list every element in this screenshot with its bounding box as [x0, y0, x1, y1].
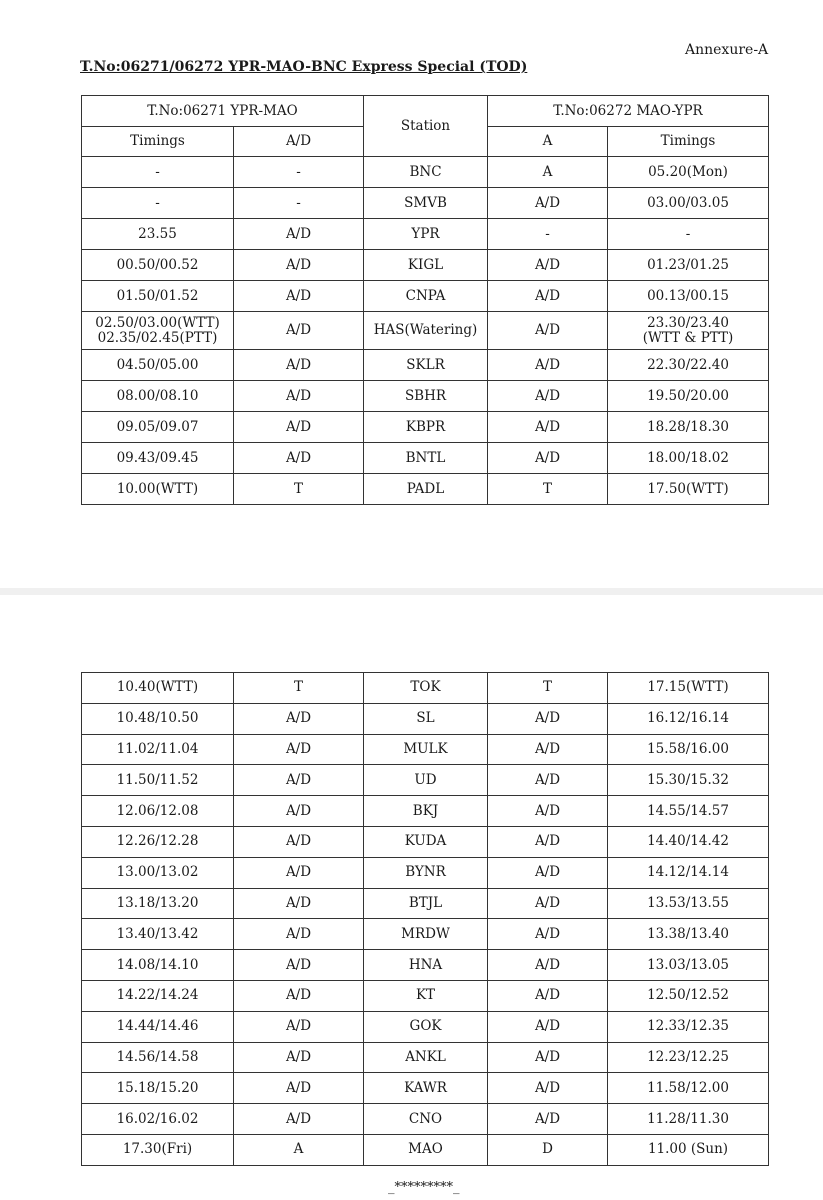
station-cell: SL — [364, 703, 488, 734]
down-ad-cell: A/D — [488, 443, 608, 474]
table-row — [82, 443, 769, 474]
down-timing-cell: 15.58/16.00 — [608, 734, 769, 765]
left-train-header: T.No:06271 YPR-MAO — [82, 96, 364, 127]
down-ad-cell: A/D — [488, 412, 608, 443]
down-ad-cell: T — [488, 673, 608, 704]
down-timing-cell: 13.53/13.55 — [608, 888, 769, 919]
station-cell: BTJL — [364, 888, 488, 919]
down-timing-cell: 17.15(WTT) — [608, 673, 769, 704]
table-row — [82, 826, 769, 857]
station-cell: HAS(Watering) — [364, 312, 488, 350]
down-timing-cell: 13.38/13.40 — [608, 919, 769, 950]
up-ad-cell: A/D — [234, 796, 364, 827]
up-timing-cell: 10.40(WTT) — [82, 673, 234, 704]
down-timing-cell: 01.23/01.25 — [608, 250, 769, 281]
up-timing-cell: 14.56/14.58 — [82, 1042, 234, 1073]
right-a-header: A — [488, 127, 608, 157]
table-row — [82, 474, 769, 505]
table-row — [82, 919, 769, 950]
table-row — [82, 381, 769, 412]
table-row — [82, 1134, 769, 1165]
down-timing-cell: 18.28/18.30 — [608, 412, 769, 443]
down-ad-cell: A/D — [488, 281, 608, 312]
down-timing-cell: 18.00/18.02 — [608, 443, 769, 474]
station-cell: PADL — [364, 474, 488, 505]
down-ad-cell: D — [488, 1134, 608, 1165]
up-ad-cell: T — [234, 474, 364, 505]
down-timing-cell: 15.30/15.32 — [608, 765, 769, 796]
up-timing-cell: 04.50/05.00 — [82, 350, 234, 381]
down-timing-cell: 11.28/11.30 — [608, 1104, 769, 1135]
up-ad-cell: A/D — [234, 312, 364, 350]
up-ad-cell: A — [234, 1134, 364, 1165]
down-timing-cell: 17.50(WTT) — [608, 474, 769, 505]
up-timing-cell: 13.40/13.42 — [82, 919, 234, 950]
table-row — [82, 188, 769, 219]
down-ad-cell: A/D — [488, 188, 608, 219]
station-cell: KAWR — [364, 1073, 488, 1104]
footer-mark: _*********_ — [388, 1180, 460, 1195]
right-train-header: T.No:06272 MAO-YPR — [488, 96, 769, 127]
up-timing-cell: 10.00(WTT) — [82, 474, 234, 505]
page-divider — [0, 588, 823, 595]
station-cell: HNA — [364, 950, 488, 981]
down-timing-cell: 11.58/12.00 — [608, 1073, 769, 1104]
down-timing-cell: 19.50/20.00 — [608, 381, 769, 412]
table-row — [82, 1104, 769, 1135]
left-ad-header: A/D — [234, 127, 364, 157]
up-timing-cell: 16.02/16.02 — [82, 1104, 234, 1135]
up-ad-cell: A/D — [234, 765, 364, 796]
timetable-page-2 — [81, 672, 769, 1166]
up-timing-cell: 13.00/13.02 — [82, 857, 234, 888]
table-row — [82, 219, 769, 250]
down-ad-cell: A/D — [488, 250, 608, 281]
table-row — [82, 796, 769, 827]
station-cell: KUDA — [364, 826, 488, 857]
down-timing-cell: 22.30/22.40 — [608, 350, 769, 381]
down-ad-cell: A — [488, 157, 608, 188]
down-ad-cell: A/D — [488, 734, 608, 765]
down-ad-cell: A/D — [488, 765, 608, 796]
down-ad-cell: A/D — [488, 703, 608, 734]
up-timing-cell: 01.50/01.52 — [82, 281, 234, 312]
up-timing-cell: - — [82, 157, 234, 188]
down-ad-cell: A/D — [488, 857, 608, 888]
up-ad-cell: A/D — [234, 919, 364, 950]
station-cell: CNO — [364, 1104, 488, 1135]
down-ad-cell: A/D — [488, 381, 608, 412]
down-ad-cell: T — [488, 474, 608, 505]
table-row — [82, 312, 769, 350]
table-row — [82, 250, 769, 281]
station-cell: KT — [364, 980, 488, 1011]
down-timing-cell: 05.20(Mon) — [608, 157, 769, 188]
up-timing-cell: 08.00/08.10 — [82, 381, 234, 412]
table-row — [82, 157, 769, 188]
up-ad-cell: A/D — [234, 857, 364, 888]
up-timing-cell: 12.26/12.28 — [82, 826, 234, 857]
table-row — [82, 765, 769, 796]
station-cell: BKJ — [364, 796, 488, 827]
table-row — [82, 703, 769, 734]
down-ad-cell: A/D — [488, 1104, 608, 1135]
up-timing-cell: 12.06/12.08 — [82, 796, 234, 827]
up-timing-cell: 11.50/11.52 — [82, 765, 234, 796]
up-timing-cell: 09.05/09.07 — [82, 412, 234, 443]
down-ad-cell: - — [488, 219, 608, 250]
table-row — [82, 1073, 769, 1104]
down-timing-cell: 14.12/14.14 — [608, 857, 769, 888]
up-ad-cell: A/D — [234, 826, 364, 857]
down-ad-cell: A/D — [488, 826, 608, 857]
down-timing-cell: 12.50/12.52 — [608, 980, 769, 1011]
document-title: T.No:06271/06272 YPR-MAO-BNC Express Special (TOD) — [80, 59, 528, 75]
station-cell: YPR — [364, 219, 488, 250]
up-ad-cell: A/D — [234, 950, 364, 981]
station-cell: MRDW — [364, 919, 488, 950]
table-row — [82, 888, 769, 919]
station-cell: KIGL — [364, 250, 488, 281]
up-timing-cell: 23.55 — [82, 219, 234, 250]
station-cell: BYNR — [364, 857, 488, 888]
table-row — [82, 980, 769, 1011]
station-header: Station — [364, 96, 488, 157]
up-ad-cell: A/D — [234, 734, 364, 765]
up-ad-cell: A/D — [234, 412, 364, 443]
table-row — [82, 281, 769, 312]
up-ad-cell: A/D — [234, 703, 364, 734]
table-row — [82, 950, 769, 981]
table-row — [82, 1011, 769, 1042]
up-timing-cell: 14.08/14.10 — [82, 950, 234, 981]
up-timing-cell: 02.50/03.00(WTT) 02.35/02.45(PTT) — [82, 312, 234, 350]
up-timing-cell: 09.43/09.45 — [82, 443, 234, 474]
down-ad-cell: A/D — [488, 1042, 608, 1073]
down-timing-cell: 16.12/16.14 — [608, 703, 769, 734]
station-cell: TOK — [364, 673, 488, 704]
down-timing-cell: 23.30/23.40 (WTT & PTT) — [608, 312, 769, 350]
up-ad-cell: A/D — [234, 381, 364, 412]
down-timing-cell: 03.00/03.05 — [608, 188, 769, 219]
up-ad-cell: - — [234, 157, 364, 188]
up-ad-cell: A/D — [234, 888, 364, 919]
station-cell: GOK — [364, 1011, 488, 1042]
up-ad-cell: T — [234, 673, 364, 704]
down-timing-cell: 11.00 (Sun) — [608, 1134, 769, 1165]
down-ad-cell: A/D — [488, 1073, 608, 1104]
up-ad-cell: A/D — [234, 1073, 364, 1104]
up-ad-cell: A/D — [234, 219, 364, 250]
up-ad-cell: A/D — [234, 350, 364, 381]
up-ad-cell: A/D — [234, 980, 364, 1011]
down-timing-cell: 14.40/14.42 — [608, 826, 769, 857]
down-timing-cell: 12.23/12.25 — [608, 1042, 769, 1073]
station-cell: UD — [364, 765, 488, 796]
up-timing-cell: 17.30(Fri) — [82, 1134, 234, 1165]
station-cell: SKLR — [364, 350, 488, 381]
station-cell: MAO — [364, 1134, 488, 1165]
down-timing-cell: 13.03/13.05 — [608, 950, 769, 981]
up-ad-cell: A/D — [234, 1104, 364, 1135]
down-ad-cell: A/D — [488, 312, 608, 350]
table-row — [82, 673, 769, 704]
down-timing-cell: 12.33/12.35 — [608, 1011, 769, 1042]
down-ad-cell: A/D — [488, 1011, 608, 1042]
table-row — [82, 734, 769, 765]
down-timing-cell: 00.13/00.15 — [608, 281, 769, 312]
annexure-label: Annexure-A — [685, 42, 769, 58]
up-timing-cell: 14.22/14.24 — [82, 980, 234, 1011]
left-timings-header: Timings — [82, 127, 234, 157]
right-timings-header: Timings — [608, 127, 769, 157]
station-cell: CNPA — [364, 281, 488, 312]
station-cell: SMVB — [364, 188, 488, 219]
up-timing-cell: 14.44/14.46 — [82, 1011, 234, 1042]
down-ad-cell: A/D — [488, 980, 608, 1011]
timetable-page-1 — [81, 95, 769, 505]
down-ad-cell: A/D — [488, 350, 608, 381]
up-timing-cell: - — [82, 188, 234, 219]
up-ad-cell: A/D — [234, 281, 364, 312]
table-row — [82, 350, 769, 381]
station-cell: KBPR — [364, 412, 488, 443]
station-cell: SBHR — [364, 381, 488, 412]
up-timing-cell: 11.02/11.04 — [82, 734, 234, 765]
up-timing-cell: 10.48/10.50 — [82, 703, 234, 734]
up-ad-cell: A/D — [234, 1042, 364, 1073]
table-header-row — [82, 96, 769, 127]
up-timing-cell: 13.18/13.20 — [82, 888, 234, 919]
up-ad-cell: A/D — [234, 1011, 364, 1042]
down-timing-cell: - — [608, 219, 769, 250]
up-ad-cell: A/D — [234, 443, 364, 474]
up-timing-cell: 00.50/00.52 — [82, 250, 234, 281]
down-timing-cell: 14.55/14.57 — [608, 796, 769, 827]
table-row — [82, 857, 769, 888]
station-cell: MULK — [364, 734, 488, 765]
up-ad-cell: - — [234, 188, 364, 219]
table-row — [82, 1042, 769, 1073]
station-cell: BNTL — [364, 443, 488, 474]
up-ad-cell: A/D — [234, 250, 364, 281]
station-cell: BNC — [364, 157, 488, 188]
down-ad-cell: A/D — [488, 919, 608, 950]
table-row — [82, 412, 769, 443]
up-timing-cell: 15.18/15.20 — [82, 1073, 234, 1104]
down-ad-cell: A/D — [488, 796, 608, 827]
down-ad-cell: A/D — [488, 888, 608, 919]
down-ad-cell: A/D — [488, 950, 608, 981]
station-cell: ANKL — [364, 1042, 488, 1073]
